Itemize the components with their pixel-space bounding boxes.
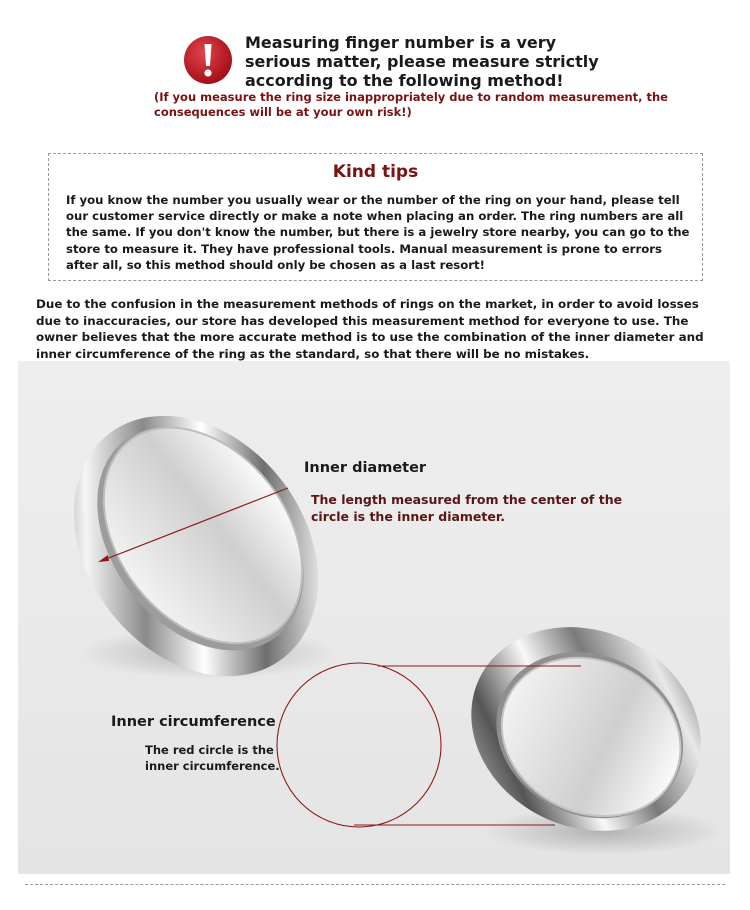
intro-paragraph: Due to the confusion in the measurement methods of rings on the market, in order to avoid losses due to inaccuracies, our store has developed this measurement method for everyone to use. The owner believes that the more accurate method is to use the combination of the inner diameter and inner circumference of the ring as the standard, so that there will be no mistakes. xyxy=(36,297,704,361)
kind-tips-title: Kind tips xyxy=(332,162,419,182)
warning-note: (If you measure the ring size inappropriately due to random measurement, the consequences will be at your own risk!) xyxy=(154,90,668,119)
ring-circumference-image xyxy=(438,590,730,867)
inner-circumference-heading: Inner circumference xyxy=(111,714,276,730)
ring-illustration-panel xyxy=(18,361,730,874)
kind-tips-box xyxy=(48,153,703,281)
kind-tips-body: If you know the number you usually wear or the number of the ring on your hand, please tell our customer service directly or make a note when placing an order. The ring numbers are all the same. If you don't know the number, but there is a jewelry store nearby, you can go to the store to measure it. They have professional tools. Manual measurement is prone to errors after all, so this method should only be chosen as a last resort! xyxy=(66,193,690,272)
ring-illustration xyxy=(18,361,730,874)
warning-title: Measuring finger number is a very serious matter, please measure strictly according to the following method! xyxy=(245,33,599,90)
bottom-divider xyxy=(25,884,725,885)
inner-circumference-description: The red circle is the inner circumference. xyxy=(145,743,280,773)
exclamation-icon xyxy=(183,35,233,85)
ring-diameter-image xyxy=(23,368,368,725)
inner-diameter-heading: Inner diameter xyxy=(304,460,427,476)
inner-diameter-description: The length measured from the center of the circle is the inner diameter. xyxy=(311,492,623,524)
